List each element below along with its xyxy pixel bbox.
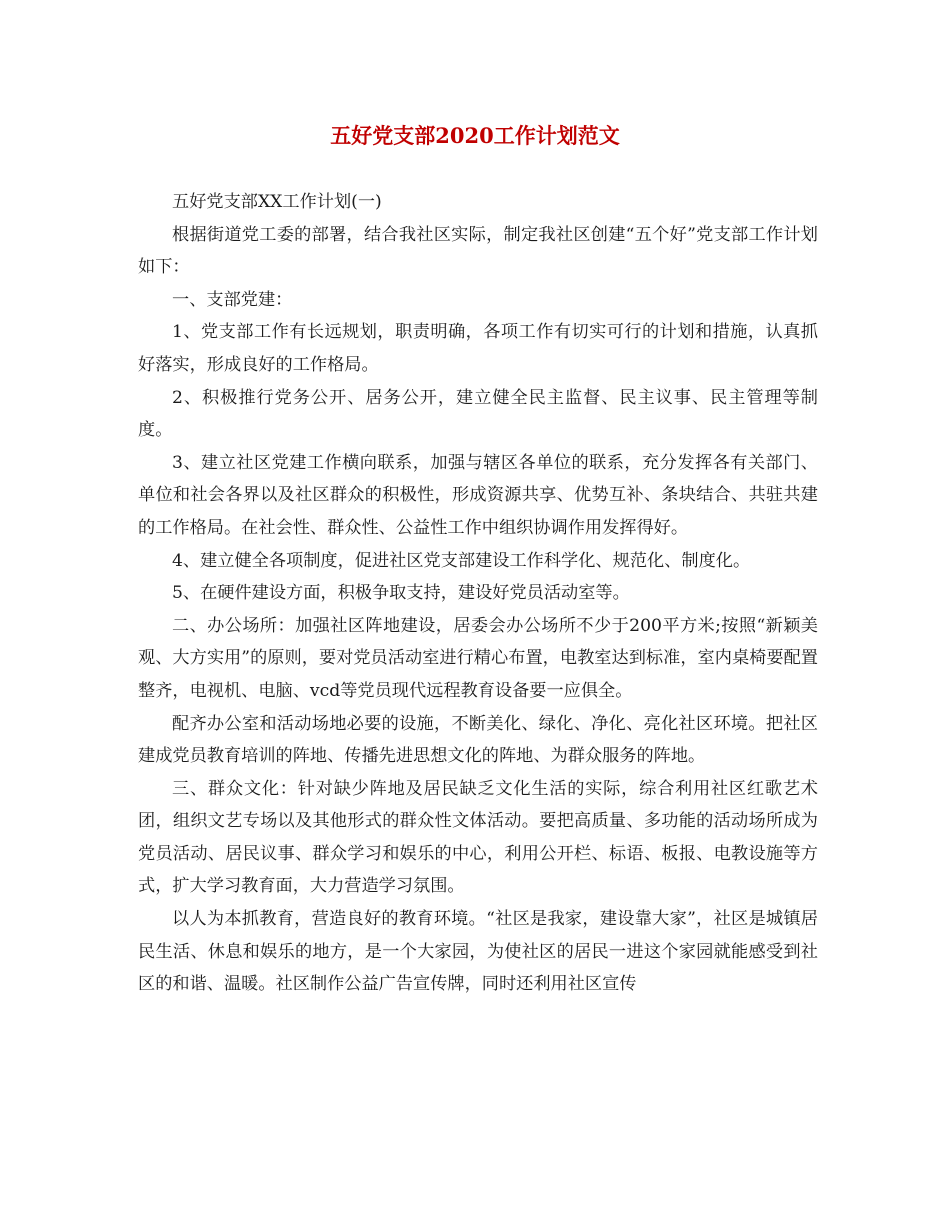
paragraph-9: 二、办公场所：加强社区阵地建设，居委会办公场所不少于200平方米;按照“新颖美观、大方实用”的原则，要对党员活动室进行精心布置，电教室达到标准，室内桌椅要配置整齐，电视机、电脑、vcd等党员现代远程教育设备要一应俱全。 [138, 615, 818, 701]
paragraph-1: 五好党支部XX工作计划(一) [172, 192, 382, 212]
paragraph-6: 3、建立社区党建工作横向联系，加强与辖区各单位的联系，充分发挥各有关部门、单位和社会各界以及社区群众的积极性，形成资源共享、优势互补、条块结合、共驻共建的工作格局。在社会性、群众性、公益性工作中组织协调作用发挥得好。 [138, 452, 818, 538]
paragraph-2: 根据街道党工委的部署，结合我社区实际，制定我社区创建“五个好”党支部工作计划如下： [138, 224, 818, 278]
paragraph-10: 配齐办公室和活动场地必要的设施，不断美化、绿化、净化、亮化社区环境。把社区建成党员教育培训的阵地、传播先进思想文化的阵地、为群众服务的阵地。 [138, 713, 818, 767]
paragraph-7: 4、建立健全各项制度，促进社区党支部建设工作科学化、规范化、制度化。 [172, 550, 751, 571]
document-title: 五好党支部2020工作计划范文 [330, 123, 620, 148]
paragraph-11: 三、群众文化：针对缺少阵地及居民缺乏文化生活的实际，综合利用社区红歌艺术团，组织文艺专场以及其他形式的群众性文体活动。要把高质量、多功能的活动场所成为党员活动、居民议事、群众学习和娱乐的中心，利用公开栏、标语、板报、电教设施等方式，扩大学习教育面，大力营造学习氛围。 [138, 778, 818, 897]
paragraph-3: 一、支部党建： [172, 289, 293, 310]
paragraph-8: 5、在硬件建设方面，积极争取支持，建设好党员活动室等。 [172, 583, 630, 604]
paragraph-5: 2、积极推行党务公开、居务公开，建立健全民主监督、民主议事、民主管理等制度。 [138, 387, 818, 441]
paragraph-4: 1、党支部工作有长远规划，职责明确，各项工作有切实可行的计划和措施，认真抓好落实，形成良好的工作格局。 [138, 322, 818, 375]
paragraph-12: 以人为本抓教育，营造良好的教育环境。“社区是我家，建设靠大家”，社区是城镇居民生活、休息和娱乐的地方，是一个大家园，为使社区的居民一进这个家园就能感受到社区的和谐、温暖。社区制作公益广告宣传牌，同时还利用社区宣传 [138, 909, 818, 995]
document-body [138, 186, 818, 1001]
